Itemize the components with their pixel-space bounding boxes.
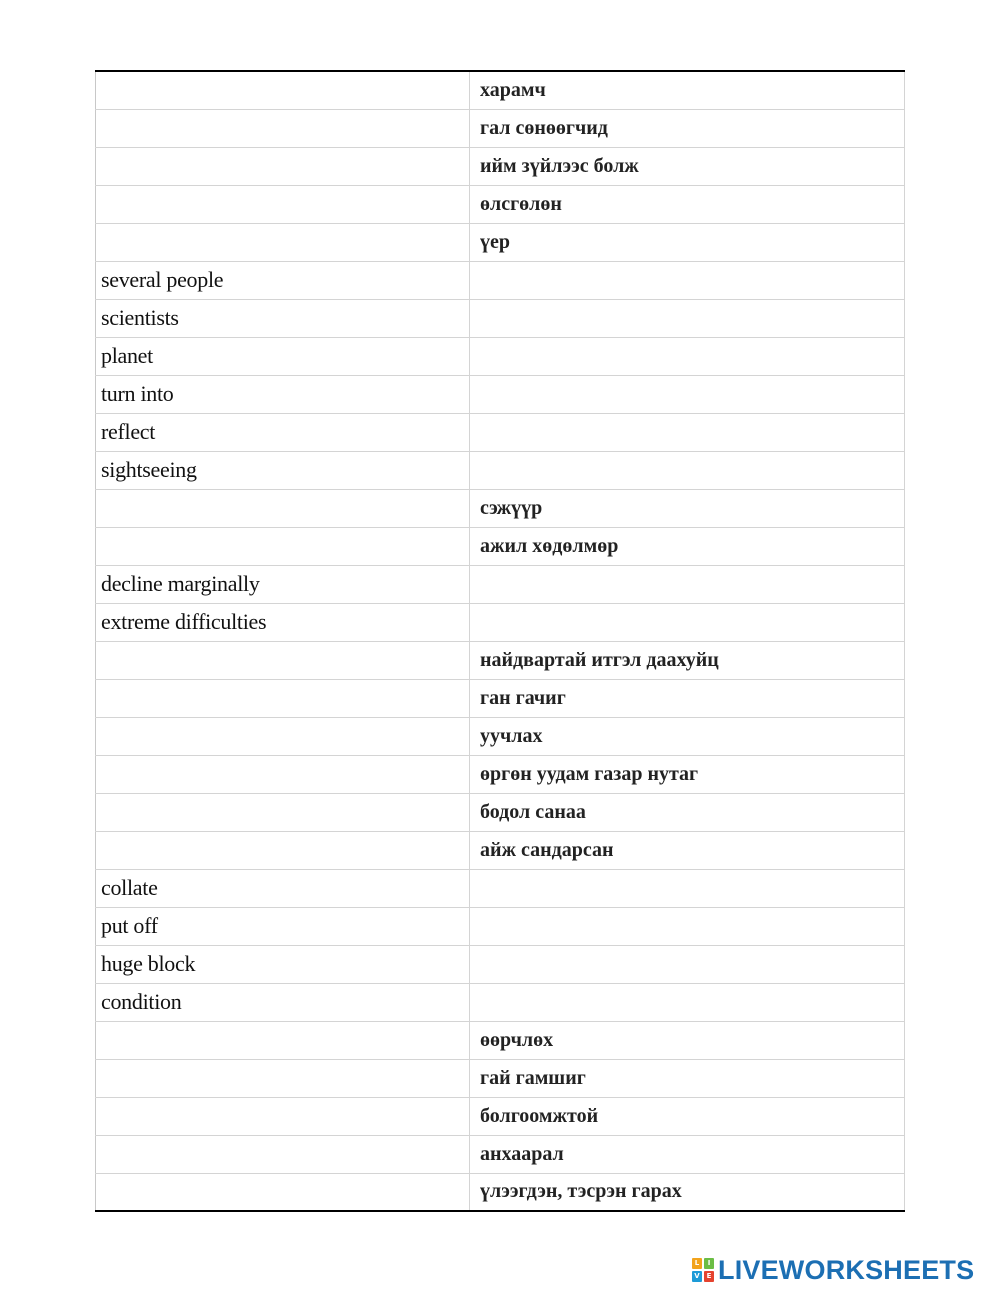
english-term-cell: several people xyxy=(96,261,470,299)
english-answer-cell[interactable] xyxy=(96,717,470,755)
english-answer-cell[interactable] xyxy=(96,109,470,147)
english-term-cell: scientists xyxy=(96,299,470,337)
english-term-cell: planet xyxy=(96,337,470,375)
mongolian-answer-cell[interactable] xyxy=(470,413,905,451)
english-answer-cell[interactable] xyxy=(96,793,470,831)
english-term-cell: reflect xyxy=(96,413,470,451)
mongolian-answer-cell[interactable] xyxy=(470,299,905,337)
english-answer-cell[interactable] xyxy=(96,679,470,717)
english-answer-cell[interactable] xyxy=(96,1059,470,1097)
table-row xyxy=(96,527,905,565)
vocabulary-table-body xyxy=(96,71,905,1211)
table-row xyxy=(96,1135,905,1173)
liveworksheets-logo-icon xyxy=(692,1258,714,1282)
mongolian-answer-cell[interactable] xyxy=(470,983,905,1021)
english-answer-cell[interactable] xyxy=(96,185,470,223)
english-term-cell: put off xyxy=(96,907,470,945)
english-answer-cell[interactable] xyxy=(96,831,470,869)
logo-tile-4: E xyxy=(704,1271,714,1282)
table-row xyxy=(96,1059,905,1097)
table-row xyxy=(96,451,905,489)
table-row xyxy=(96,71,905,109)
english-answer-cell[interactable] xyxy=(96,755,470,793)
table-row xyxy=(96,337,905,375)
mongolian-term-cell: уучлах xyxy=(470,717,905,755)
vocabulary-table xyxy=(95,70,905,1212)
mongolian-term-cell: үлээгдэн, тэсрэн гарах xyxy=(470,1173,905,1211)
english-answer-cell[interactable] xyxy=(96,1097,470,1135)
mongolian-term-cell: ган гачиг xyxy=(470,679,905,717)
table-row xyxy=(96,641,905,679)
english-answer-cell[interactable] xyxy=(96,147,470,185)
mongolian-term-cell: гал сөнөөгчид xyxy=(470,109,905,147)
table-row xyxy=(96,565,905,603)
english-term-cell: huge block xyxy=(96,945,470,983)
english-answer-cell[interactable] xyxy=(96,1135,470,1173)
mongolian-term-cell: ийм зүйлээс болж xyxy=(470,147,905,185)
mongolian-term-cell: гай гамшиг xyxy=(470,1059,905,1097)
table-row xyxy=(96,983,905,1021)
liveworksheets-brand xyxy=(692,1254,974,1286)
mongolian-term-cell: өөрчлөх xyxy=(470,1021,905,1059)
logo-tile-2: I xyxy=(704,1258,714,1269)
mongolian-answer-cell[interactable] xyxy=(470,907,905,945)
logo-tile-1: L xyxy=(692,1258,702,1269)
mongolian-answer-cell[interactable] xyxy=(470,945,905,983)
english-term-cell: turn into xyxy=(96,375,470,413)
logo-tile-3: V xyxy=(692,1271,702,1282)
mongolian-term-cell: анхаарал xyxy=(470,1135,905,1173)
mongolian-term-cell: өргөн уудам газар нутаг xyxy=(470,755,905,793)
english-term-cell: collate xyxy=(96,869,470,907)
table-row xyxy=(96,793,905,831)
mongolian-answer-cell[interactable] xyxy=(470,565,905,603)
english-answer-cell[interactable] xyxy=(96,1173,470,1211)
table-row xyxy=(96,413,905,451)
table-row xyxy=(96,679,905,717)
mongolian-answer-cell[interactable] xyxy=(470,603,905,641)
table-row xyxy=(96,1173,905,1211)
brand-name: LIVEWORKSHEETS xyxy=(718,1254,975,1285)
table-row xyxy=(96,1097,905,1135)
mongolian-term-cell: болгоомжтой xyxy=(470,1097,905,1135)
table-row xyxy=(96,717,905,755)
mongolian-term-cell: найдвартай итгэл даахуйц xyxy=(470,641,905,679)
mongolian-answer-cell[interactable] xyxy=(470,375,905,413)
english-answer-cell[interactable] xyxy=(96,641,470,679)
table-row xyxy=(96,869,905,907)
mongolian-term-cell: бодол санаа xyxy=(470,793,905,831)
table-row xyxy=(96,299,905,337)
english-term-cell: decline marginally xyxy=(96,565,470,603)
mongolian-term-cell: харамч xyxy=(470,71,905,109)
english-term-cell: extreme difficulties xyxy=(96,603,470,641)
english-answer-cell[interactable] xyxy=(96,71,470,109)
table-row xyxy=(96,185,905,223)
mongolian-term-cell: үер xyxy=(470,223,905,261)
mongolian-term-cell: сэжүүр xyxy=(470,489,905,527)
english-answer-cell[interactable] xyxy=(96,1021,470,1059)
table-row xyxy=(96,375,905,413)
mongolian-term-cell: өлсгөлөн xyxy=(470,185,905,223)
table-row xyxy=(96,831,905,869)
table-row xyxy=(96,945,905,983)
table-row xyxy=(96,907,905,945)
mongolian-answer-cell[interactable] xyxy=(470,869,905,907)
table-row xyxy=(96,147,905,185)
mongolian-answer-cell[interactable] xyxy=(470,337,905,375)
english-answer-cell[interactable] xyxy=(96,527,470,565)
mongolian-answer-cell[interactable] xyxy=(470,261,905,299)
table-row xyxy=(96,755,905,793)
english-term-cell: sightseeing xyxy=(96,451,470,489)
table-row xyxy=(96,1021,905,1059)
table-row xyxy=(96,261,905,299)
table-row xyxy=(96,223,905,261)
english-answer-cell[interactable] xyxy=(96,489,470,527)
table-row xyxy=(96,489,905,527)
table-row xyxy=(96,109,905,147)
table-row xyxy=(96,603,905,641)
english-term-cell: condition xyxy=(96,983,470,1021)
mongolian-term-cell: ажил хөдөлмөр xyxy=(470,527,905,565)
mongolian-answer-cell[interactable] xyxy=(470,451,905,489)
mongolian-term-cell: айж сандарсан xyxy=(470,831,905,869)
english-answer-cell[interactable] xyxy=(96,223,470,261)
